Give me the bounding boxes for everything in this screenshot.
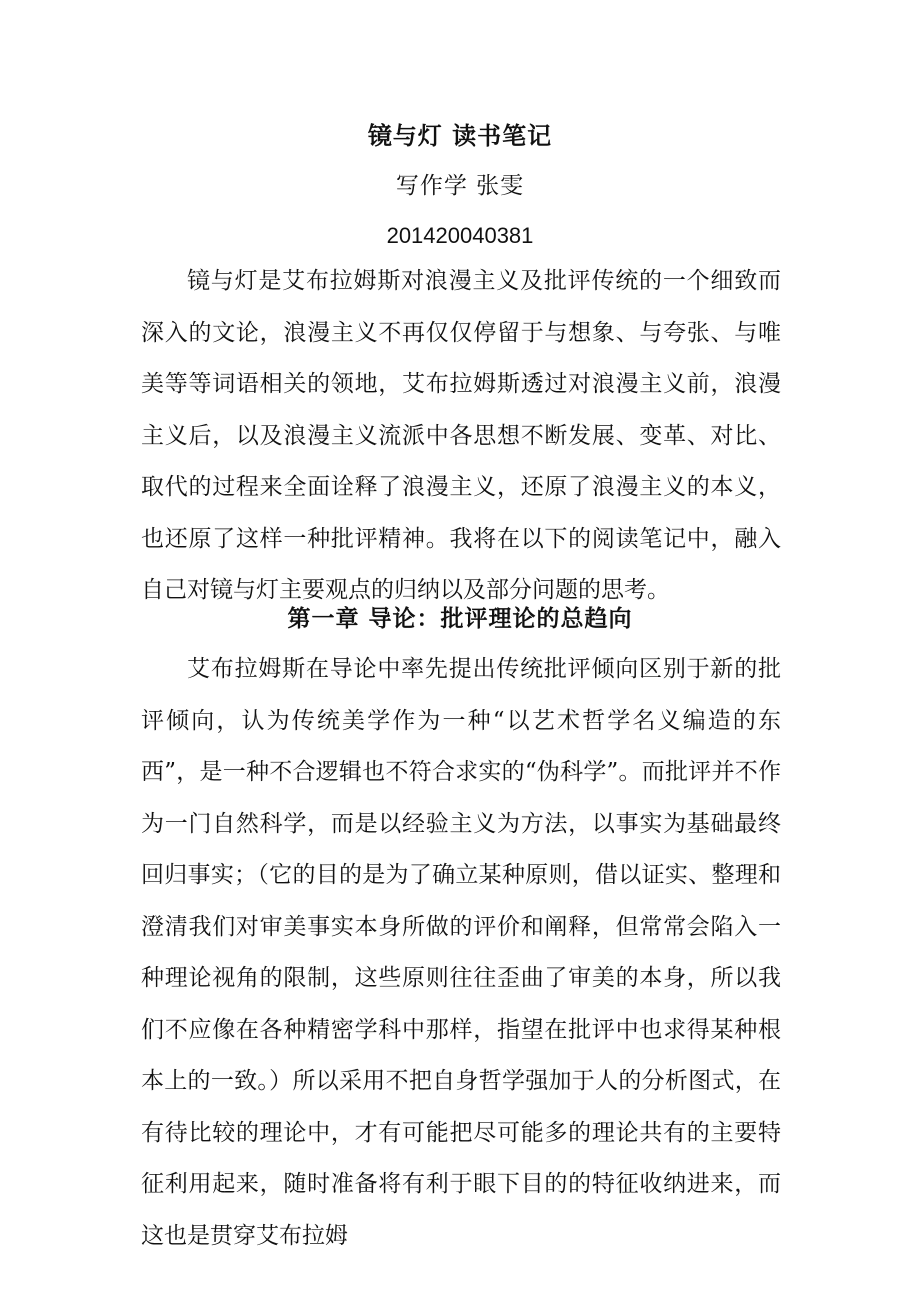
- document-title: 镜与灯 读书笔记: [367, 121, 553, 150]
- chapter-heading: 第一章 导论：批评理论的总趋向: [287, 605, 633, 632]
- intro-paragraph: 镜与灯是艾布拉姆斯对浪漫主义及批评传统的一个细致而深入的文论，浪漫主义不再仅仅停留于与想象、与夸张、与唯美等等词语相关的领地，艾布拉姆斯透过对浪漫主义前，浪漫主义后，以及浪漫主义流派中各思想不断发展、变革、对比、取代的过程来全面诠释了浪漫主义，还原了浪漫主义的本义，也还原了这样一种批评精神。我将在以下的阅读笔记中，融入自己对镜与灯主要观点的归纳以及部分问题的思考。: [141, 268, 781, 603]
- student-id: 201420040381: [386, 223, 534, 248]
- chapter-paragraph: 艾布拉姆斯在导论中率先提出传统批评倾向区别于新的批评倾向，认为传统美学作为一种“以艺术哲学名义编造的东西”，是一种不合逻辑也不符合求实的“伪科学”。而批评并不作为一门自然科学，而是以经验主义为方法，以事实为基础最终回归事实；（它的目的是为了确立某种原则，借以证实、整理和澄清我们对审美事实本身所做的评价和阐释，但常常会陷入一种理论视角的限制，这些原则往往歪曲了审美的本身，所以我们不应像在各种精密学科中那样，指望在批评中也求得某种根本上的一致。）所以采用不把自身哲学强加于人的分析图式，在有待比较的理论中，才有可能把尽可能多的理论共有的主要特征利用起来，随时准备将有利于眼下目的的特征收纳进来，而这也是贯穿艾布拉姆: [141, 656, 781, 1249]
- author-line: 写作学 张雯: [395, 173, 525, 199]
